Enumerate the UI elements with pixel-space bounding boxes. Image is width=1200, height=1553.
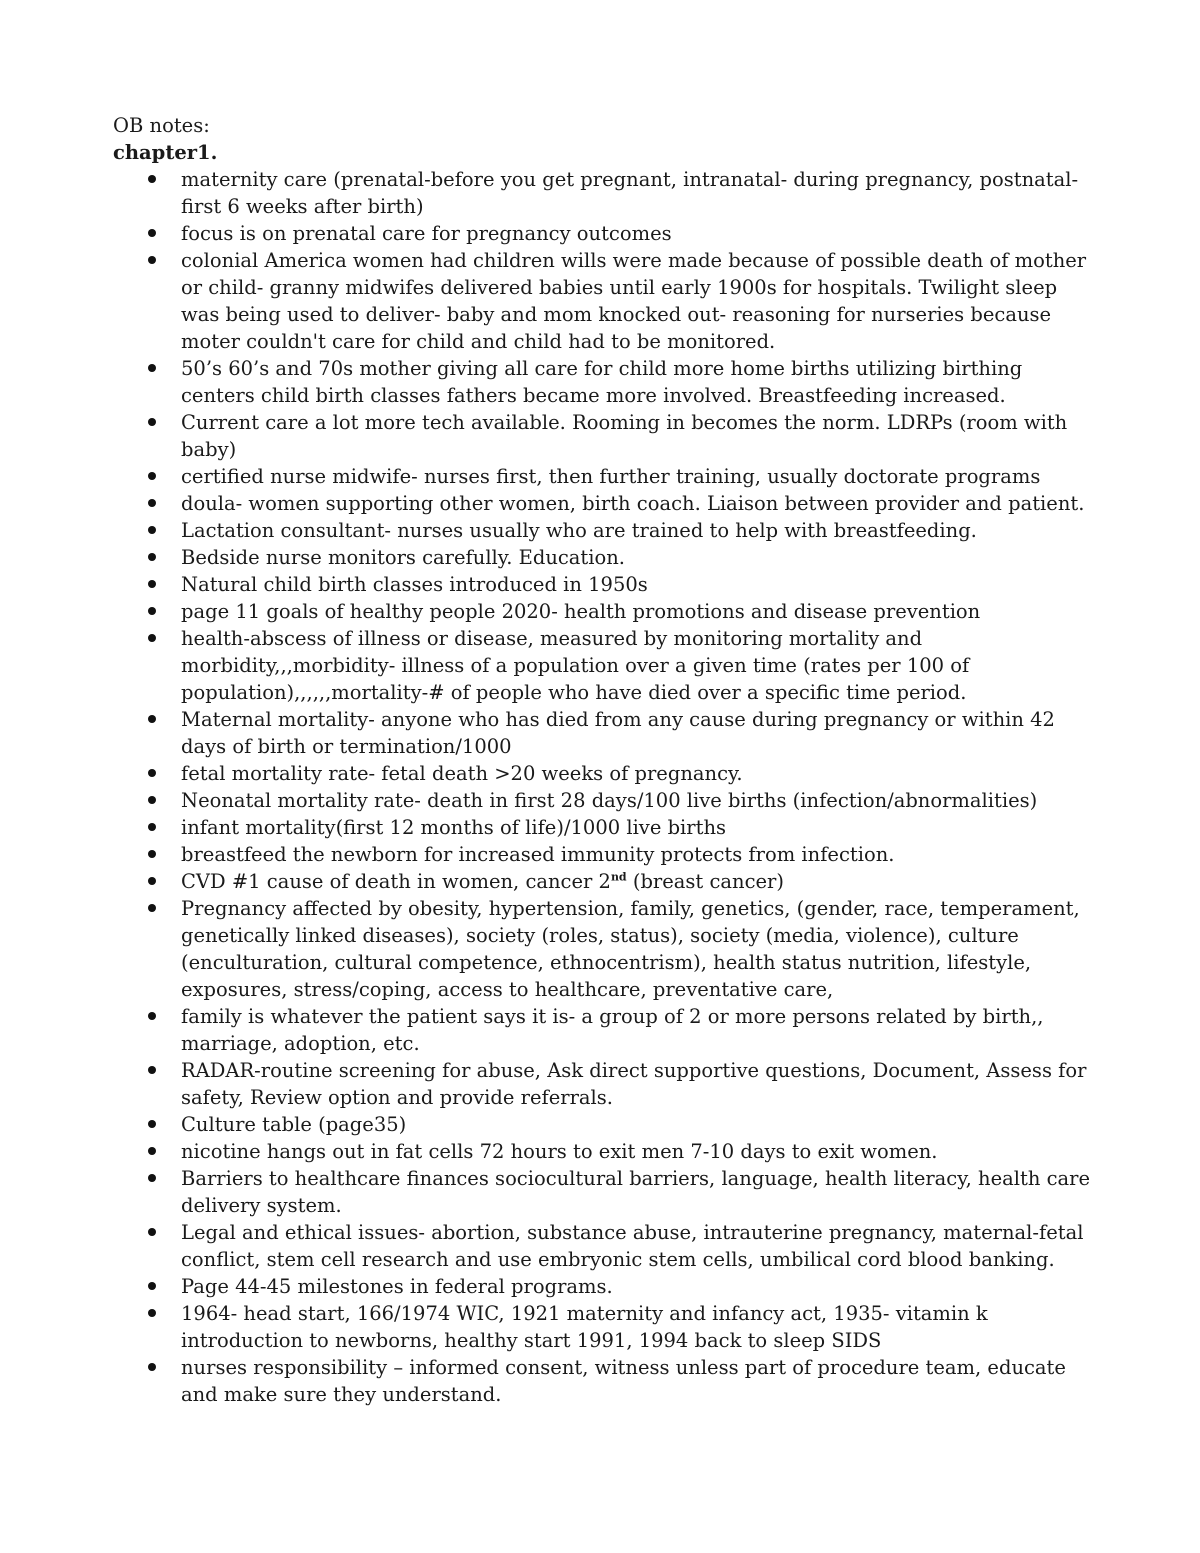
note-text: fetal mortality rate- fetal death >20 weeks of pregnancy. [181, 762, 743, 785]
bullet-icon [148, 850, 156, 858]
bullet-icon [148, 1147, 156, 1155]
note-text: nurses responsibility – informed consent, witness unless part of procedure team, educate and make sure they understand. [181, 1356, 1066, 1406]
note-text: Pregnancy affected by obesity, hypertension, family, genetics, (gender, race, temperament, genetically linked diseases), society (roles, status), society (media, violence), culture (enculturation, cultural competence, ethnocentrism), health status nutrition, lifestyle, exposures, stress/coping, access to healthcare, preventative care, [181, 897, 1080, 1001]
note-item [113, 895, 1093, 1003]
note-text: 50’s 60’s and 70s mother giving all care for child more home births utilizing birthing centers child birth classes fathers became more involved. Breastfeeding increased. [181, 357, 1023, 407]
bullet-icon [148, 823, 156, 831]
bullet-icon [148, 580, 156, 588]
note-item [113, 1300, 1093, 1354]
note-item [113, 166, 1093, 220]
bullet-icon [148, 634, 156, 642]
note-item [113, 544, 1093, 571]
bullet-icon [148, 1120, 156, 1128]
note-item [113, 841, 1093, 868]
bullet-icon [148, 526, 156, 534]
bullet-icon [148, 499, 156, 507]
bullet-icon [148, 1066, 156, 1074]
note-superscript: nd [610, 870, 627, 884]
chapter-heading: chapter1. [113, 141, 218, 164]
bullet-icon [148, 607, 156, 615]
note-item [113, 868, 1093, 895]
bullet-icon [148, 1174, 156, 1182]
note-text: Current care a lot more tech available. Rooming in becomes the norm. LDRPs (room with baby) [181, 411, 1068, 461]
note-item [113, 1165, 1093, 1219]
note-text: RADAR-routine screening for abuse, Ask direct supportive questions, Document, Assess for safety, Review option and provide referrals. [181, 1059, 1087, 1109]
note-text: Natural child birth classes introduced in 1950s [181, 573, 648, 596]
bullet-icon [148, 364, 156, 372]
document-content [113, 112, 1093, 1408]
note-item [113, 247, 1093, 355]
note-item [113, 463, 1093, 490]
bullet-icon [148, 1012, 156, 1020]
note-text: Culture table (page35) [181, 1113, 407, 1136]
note-item [113, 1111, 1093, 1138]
note-item [113, 1003, 1093, 1057]
note-text: infant mortality(first 12 months of life)/1000 live births [181, 816, 727, 839]
note-text: 1964- head start, 166/1974 WIC, 1921 maternity and infancy act, 1935- vitamin k introduction to newborns, healthy start 1991, 1994 back to sleep SIDS [181, 1302, 988, 1352]
note-item [113, 490, 1093, 517]
note-text: Maternal mortality- anyone who has died from any cause during pregnancy or within 42 days of birth or termination/1000 [181, 708, 1055, 758]
bullet-icon [148, 472, 156, 480]
note-text: nicotine hangs out in fat cells 72 hours to exit men 7-10 days to exit women. [181, 1140, 938, 1163]
note-item [113, 814, 1093, 841]
notes-list [113, 166, 1093, 1408]
note-item [113, 1273, 1093, 1300]
note-text: Bedside nurse monitors carefully. Education. [181, 546, 626, 569]
note-item [113, 355, 1093, 409]
bullet-icon [148, 229, 156, 237]
bullet-icon [148, 1363, 156, 1371]
note-text: Page 44-45 milestones in federal programs. [181, 1275, 613, 1298]
bullet-icon [148, 796, 156, 804]
note-item [113, 1354, 1093, 1408]
document-title: OB notes: [113, 114, 210, 137]
note-text: Legal and ethical issues- abortion, substance abuse, intrauterine pregnancy, maternal-fetal conflict, stem cell research and use embryonic stem cells, umbilical cord blood banking. [181, 1221, 1084, 1271]
note-item [113, 220, 1093, 247]
note-item [113, 760, 1093, 787]
note-item [113, 1138, 1093, 1165]
note-text: doula- women supporting other women, birth coach. Liaison between provider and patient. [181, 492, 1085, 515]
bullet-icon [148, 418, 156, 426]
note-text: (breast cancer) [626, 870, 784, 893]
note-item [113, 409, 1093, 463]
note-text: Lactation consultant- nurses usually who are trained to help with breastfeeding. [181, 519, 977, 542]
bullet-icon [148, 256, 156, 264]
note-text: page 11 goals of healthy people 2020- health promotions and disease prevention [181, 600, 981, 623]
note-item [113, 787, 1093, 814]
note-text: CVD #1 cause of death in women, cancer 2 [181, 870, 611, 893]
note-item [113, 625, 1093, 706]
bullet-icon [148, 1309, 156, 1317]
bullet-icon [148, 553, 156, 561]
note-item [113, 1219, 1093, 1273]
note-text: family is whatever the patient says it is- a group of 2 or more persons related by birth,, marriage, adoption, etc. [181, 1005, 1044, 1055]
bullet-icon [148, 1228, 156, 1236]
note-text: colonial America women had children wills were made because of possible death of mother or child- granny midwifes delivered babies until early 1900s for hospitals. Twilight sleep was being used to deliver- baby and mom knocked out- reasoning for nurseries because moter couldn't care for child and child had to be monitored. [181, 249, 1087, 353]
bullet-icon [148, 175, 156, 183]
note-item [113, 517, 1093, 544]
note-item [113, 706, 1093, 760]
note-text: health-abscess of illness or disease, measured by monitoring mortality and morbidity,,,morbidity- illness of a population over a given time (rates per 100 of population),,,,,,mortality-# of people who have died over a specific time period. [181, 627, 970, 704]
note-text: breastfeed the newborn for increased immunity protects from infection. [181, 843, 895, 866]
note-text: maternity care (prenatal-before you get pregnant, intranatal- during pregnancy, postnatal-first 6 weeks after birth) [181, 168, 1079, 218]
bullet-icon [148, 769, 156, 777]
note-text: focus is on prenatal care for pregnancy outcomes [181, 222, 672, 245]
note-item [113, 1057, 1093, 1111]
bullet-icon [148, 1282, 156, 1290]
bullet-icon [148, 715, 156, 723]
note-text: Neonatal mortality rate- death in first 28 days/100 live births (infection/abnormalities) [181, 789, 1038, 812]
note-text: Barriers to healthcare finances sociocultural barriers, language, health literacy, health care delivery system. [181, 1167, 1091, 1217]
note-item [113, 598, 1093, 625]
note-text: certified nurse midwife- nurses first, then further training, usually doctorate programs [181, 465, 1041, 488]
bullet-icon [148, 877, 156, 885]
bullet-icon [148, 904, 156, 912]
note-item [113, 571, 1093, 598]
